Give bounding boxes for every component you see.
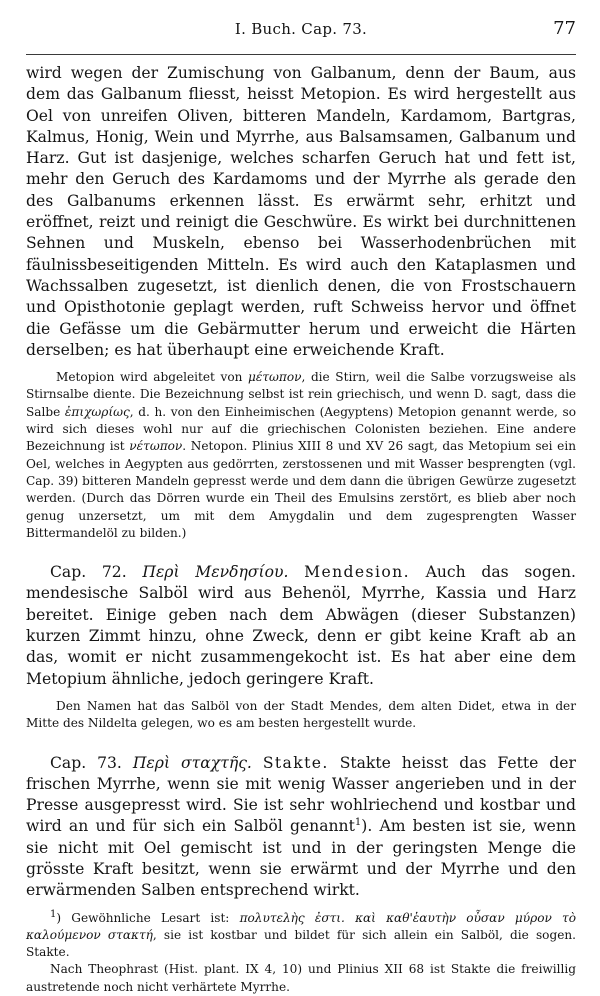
- chapter-73: [26, 753, 576, 902]
- running-title: I. Buch. Cap. 73.: [234, 20, 368, 38]
- chapter-72-label: Cap. 72.: [50, 563, 127, 582]
- note-text-3: , d. h. von den Einheimischen (Aegyptens) Metopion genannt werde, so wird sich dieses wohl nur auf die griechischen Colonisten beziehen. Eine andere Bezeichnung ist: [26, 404, 576, 454]
- footnote-1: [26, 910, 576, 962]
- page-header: [26, 20, 576, 48]
- footnote-1-marker: 1: [50, 908, 57, 920]
- metopion-note: [26, 369, 576, 542]
- header-rule: [26, 54, 576, 55]
- footnote-1-greek: πολυτελὴς ἐστι. καὶ καθ'ἑαυτὴν οὖσαν μύρον τὸ καλούμενον στακτή: [26, 910, 576, 942]
- greek-word-epichorios: ἐπιχωρίως: [64, 404, 130, 419]
- chapter-72-greek-title: Περὶ Μενδησίου.: [142, 563, 289, 582]
- chapter-72-title: Mendesion.: [304, 563, 410, 582]
- metopion-note-paragraph: [26, 369, 576, 542]
- chapter-72: [26, 562, 576, 690]
- chapter-72-text: Auch das sogen. mendesische Salböl wird aus Behenöl, Myrrhe, Kassia und Harz bereitet. Einige geben nach dem Abwägen (dieser Substanzen) kurzen Zimmt hinzu, ohne Zweck, denn er gibt keine Kraft ab an das, womit er nicht zusammengekocht ist. Es hat aber eine dem Metopium ähnliche, jedoch geringere Kraft.: [26, 563, 576, 688]
- footnotes: [26, 910, 576, 996]
- opening-paragraph: wird wegen der Zumischung von Galbanum, denn der Baum, aus dem das Galbanum fliesst, heisst Metopion. Es wird hergestellt aus Oel von unreifen Oliven, bitteren Mandeln, Kardamom, Bartgras, Kalmus, Honig, Wein und Myrrhe, aus Balsamsamen, Galbanum und Harz. Gut ist dasjenige, welches scharfen Geruch hat und fett ist, mehr den Geruch des Kardamoms und der Myrrhe als gerade den des Galbanums erkennen lässt. Es erwärmt sehr, erhitzt und eröffnet, reizt und reinigt die Geschwüre. Es wirkt bei durchnittenen Sehnen und Muskeln, ebenso bei Wasserhodenbrüchen mit fäulnissbeseitigenden Mitteln. Es wird auch den Kataplasmen und Wachssalben zugesetzt, ist dienlich denen, die von Frostschauern und Opisthotonie geplagt werden, ruft Schweiss hervor und öffnet die Gefässe um die Gebärmutter herum und erweicht die Härten derselben; es hat überhaupt eine erweichende Kraft.: [26, 64, 576, 359]
- greek-word-metopon: μέτωπον: [248, 370, 302, 385]
- footnote-2: Nach Theophrast (Hist. plant. IX 4, 10) und Plinius XII 68 ist Stakte die freiwillig austretende noch nicht verhärtete Myrrhe.: [26, 962, 576, 994]
- chapter-72-paragraph: [26, 562, 576, 690]
- footnote-1-text-a: ) Gewöhnliche Lesart ist:: [56, 910, 240, 925]
- chapter-73-title: Stakte.: [262, 753, 329, 772]
- greek-word-netopon: νέτωπον: [129, 439, 183, 454]
- footnote-reference: 1: [354, 817, 362, 829]
- chapter-73-greek-title: Περὶ σταχτῆς.: [132, 753, 252, 772]
- chapter-73-text-b: ). Am besten ist sie, wenn sie nicht mit Oel gemischt ist und in der geringsten Menge die grösste Kraft besitzt, wenn sie erwärmt und der Myrrhe und den erwärmenden Salben entsprechend wirkt.: [26, 817, 576, 900]
- page-number: 77: [553, 18, 576, 39]
- note-text-1: Metopion wird abgeleitet von: [56, 370, 249, 385]
- chapter-73-label: Cap. 73.: [50, 753, 122, 772]
- mendesion-note: [26, 698, 576, 733]
- footnote-1-text-b: , sie ist kostbar und bildet für sich allein ein Salböl, die sogen. Stakte.: [26, 927, 577, 960]
- chapter-73-text-a: Stakte heisst das Fette der frischen Myrrhe, wenn sie mit wenig Wasser angerieben und in der Presse ausgepresst wird. Sie ist sehr wohlriechend und kostbar und wird an und für sich ein Salböl genannt: [26, 753, 576, 836]
- chapter-73-paragraph: [26, 753, 576, 902]
- main-text: [26, 63, 576, 361]
- note-text-4: . Netopon. Plinius XIII 8 und XV 26 sagt, das Metopium sei ein Oel, welches in Aegypten aus gedörrten, zerstossenen und mit Wasser besprengten (vgl. Cap. 39) bitteren Mandeln gepresst werde und dem dann die übrigen Gewürze zugesetzt werden. (Durch das Dörren wurde ein Theil des Emulsins zerstört, es blieb aber noch genug unzersetzt, um mit dem Amygdalin und dem zugesprengten Wasser Bittermandelöl zu bilden.): [26, 439, 576, 540]
- note-text-2: , die Stirn, weil die Salbe vorzugsweise als Stirnsalbe diente. Die Bezeichnung selbst ist rein griechisch, und wenn D. sagt, dass die Salbe: [26, 370, 576, 419]
- mendesion-note-paragraph: Den Namen hat das Salböl von der Stadt Mendes, dem alten Didet, etwa in der Mitte des Nildelta gelegen, wo es am besten hergestellt wurde.: [26, 698, 576, 731]
